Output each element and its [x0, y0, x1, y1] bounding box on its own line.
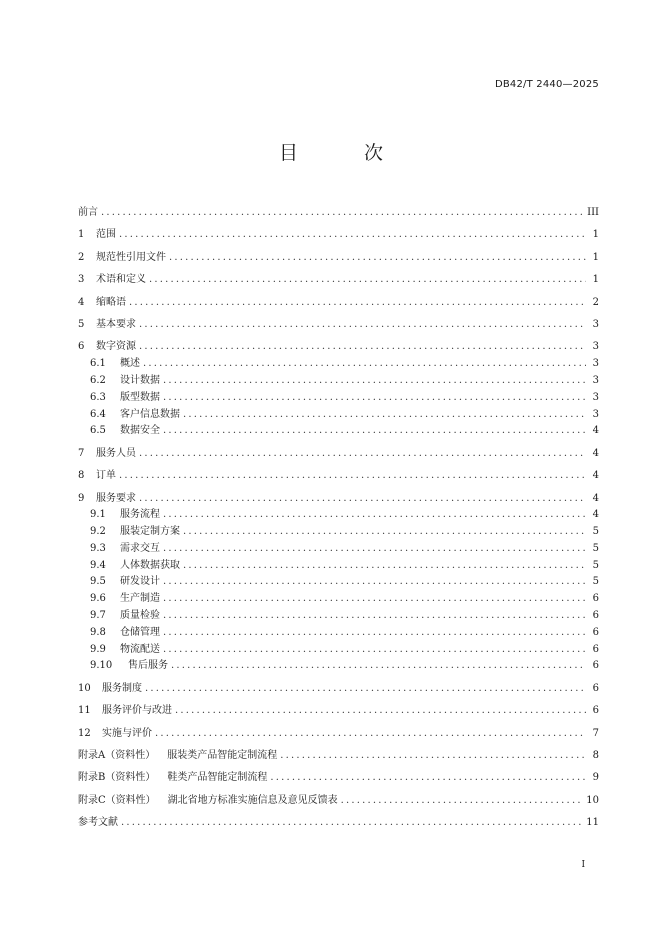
- toc-entry-label: 研发设计: [120, 576, 160, 588]
- toc-entry[interactable]: [78, 200, 599, 218]
- table-of-contents: [78, 200, 599, 828]
- toc-dot-leader: [163, 543, 586, 554]
- toc-dot-leader: [163, 509, 586, 520]
- toc-dot-leader: [139, 319, 586, 330]
- toc-entry-label: 人体数据获取: [120, 559, 180, 571]
- toc-dot-leader: [101, 207, 584, 218]
- toc-entry-page: 4: [592, 509, 599, 521]
- toc-entry[interactable]: [78, 571, 599, 588]
- toc-dot-leader: [129, 297, 586, 308]
- toc-entry-page: 7: [592, 727, 599, 739]
- toc-dot-leader: [121, 817, 583, 828]
- toc-entry-page: 6: [592, 610, 599, 622]
- toc-entry-label: 服务评价与改进: [102, 705, 172, 717]
- toc-entry-page: 3: [592, 391, 599, 403]
- toc-entry-page: 4: [592, 447, 599, 459]
- toc-entry-number: 4: [78, 296, 85, 308]
- toc-entry-page: 4: [592, 492, 599, 504]
- toc-entry[interactable]: [78, 806, 599, 828]
- toc-entry[interactable]: [78, 308, 599, 330]
- toc-entry-number: 6: [78, 341, 85, 353]
- toc-entry-label: 设计数据: [120, 374, 160, 386]
- toc-entry-page: 3: [592, 374, 599, 386]
- toc-dot-leader: [139, 341, 586, 352]
- toc-dot-leader: [163, 593, 586, 604]
- toc-entry-number: 11: [78, 705, 91, 717]
- toc-entry-page: 6: [592, 643, 599, 655]
- toc-entry-page: 3: [592, 408, 599, 420]
- toc-entry-page: 3: [592, 318, 599, 330]
- toc-entry-label: 实施与评价: [102, 727, 152, 739]
- toc-entry-label: 版型数据: [120, 391, 160, 403]
- toc-entry-page: 8: [592, 750, 599, 762]
- toc-dot-leader: [163, 627, 586, 638]
- toc-entry-number: 8: [78, 470, 85, 482]
- toc-dot-leader: [171, 660, 586, 671]
- toc-dot-leader: [183, 409, 586, 420]
- toc-entry[interactable]: [78, 587, 599, 604]
- toc-entry-label: 范围: [96, 229, 116, 241]
- toc-entry-number: 6.5: [90, 425, 106, 437]
- toc-entry-page: 4: [592, 425, 599, 437]
- toc-dot-leader: [163, 644, 586, 655]
- toc-entry[interactable]: [78, 671, 599, 693]
- toc-entry-number: 附录A（资料性）: [78, 750, 156, 762]
- toc-entry-number: 9.9: [90, 643, 106, 655]
- toc-entry-number: 2: [78, 251, 85, 263]
- toc-entry[interactable]: [78, 716, 599, 738]
- toc-entry-number: 7: [78, 447, 85, 459]
- toc-dot-leader: [163, 375, 586, 386]
- toc-entry[interactable]: [78, 263, 599, 285]
- toc-entry[interactable]: [78, 330, 599, 352]
- toc-entry-label: 参考文献: [78, 817, 118, 829]
- toc-entry-page: 6: [592, 660, 599, 672]
- toc-entry[interactable]: [78, 459, 599, 481]
- toc-dot-leader: [163, 425, 586, 436]
- toc-entry-number: 5: [78, 318, 85, 330]
- toc-dot-leader: [183, 526, 586, 537]
- toc-entry-number: 6.3: [90, 391, 106, 403]
- toc-entry-number: 9.7: [90, 610, 106, 622]
- toc-entry-page: 6: [592, 705, 599, 717]
- toc-entry-page: 5: [592, 559, 599, 571]
- toc-dot-leader: [163, 392, 586, 403]
- toc-dot-leader: [280, 750, 586, 761]
- toc-dot-leader: [270, 772, 586, 783]
- toc-entry[interactable]: [78, 621, 599, 638]
- toc-entry-page: 3: [592, 341, 599, 353]
- toc-entry-number: 9: [78, 492, 85, 504]
- toc-entry-page: 6: [592, 626, 599, 638]
- toc-entry-label: 质量检验: [120, 610, 160, 622]
- toc-entry[interactable]: [78, 240, 599, 262]
- toc-entry[interactable]: [78, 481, 599, 503]
- toc-entry[interactable]: [78, 537, 599, 554]
- toc-entry-page: 6: [592, 682, 599, 694]
- toc-entry-label: 基本要求: [96, 318, 136, 330]
- toc-entry-page: III: [587, 207, 599, 218]
- toc-dot-leader: [119, 229, 586, 240]
- toc-entry[interactable]: [78, 218, 599, 240]
- toc-entry-label: 售后服务: [128, 660, 168, 672]
- toc-entry-label: 生产制造: [120, 593, 160, 605]
- toc-entry-label: 需求交互: [120, 542, 160, 554]
- toc-entry[interactable]: [78, 638, 599, 655]
- toc-entry[interactable]: [78, 436, 599, 458]
- toc-entry-number: 9.10: [90, 660, 113, 672]
- toc-dot-leader: [163, 610, 586, 621]
- toc-entry-label: 订单: [96, 470, 116, 482]
- toc-entry-page: 1: [592, 274, 599, 286]
- toc-entry-page: 6: [592, 593, 599, 605]
- footer-page-number: I: [581, 860, 585, 870]
- toc-entry-label: 客户信息数据: [120, 408, 180, 420]
- toc-entry-label: 规范性引用文件: [96, 251, 166, 263]
- toc-entry-label: 服务要求: [96, 492, 136, 504]
- toc-dot-leader: [341, 795, 584, 806]
- toc-dot-leader: [139, 448, 586, 459]
- toc-entry[interactable]: [78, 694, 599, 716]
- toc-entry-label: 鞋类产品智能定制流程: [167, 772, 268, 784]
- toc-entry-number: 附录C（资料性）: [78, 794, 156, 806]
- toc-entry-number: 9.1: [90, 509, 106, 521]
- toc-entry[interactable]: [78, 369, 599, 386]
- toc-entry-label: 缩略语: [96, 296, 126, 308]
- toc-dot-leader: [163, 576, 586, 587]
- toc-entry-page: 2: [592, 296, 599, 308]
- toc-dot-leader: [149, 274, 586, 285]
- toc-entry[interactable]: [78, 285, 599, 307]
- toc-entry-number: 6.4: [90, 408, 106, 420]
- toc-entry-label: 数字资源: [96, 341, 136, 353]
- toc-entry-page: 5: [592, 526, 599, 538]
- toc-entry-number: 6.1: [90, 358, 106, 370]
- toc-entry-number: 9.4: [90, 559, 106, 571]
- toc-entry[interactable]: [78, 604, 599, 621]
- toc-entry[interactable]: [78, 554, 599, 571]
- toc-entry[interactable]: [78, 761, 599, 783]
- toc-entry-page: 10: [586, 794, 599, 806]
- toc-entry-label: 服务人员: [96, 447, 136, 459]
- toc-entry-page: 5: [592, 576, 599, 588]
- toc-entry[interactable]: [78, 403, 599, 420]
- toc-entry-number: 9.5: [90, 576, 106, 588]
- toc-entry-number: 9.6: [90, 593, 106, 605]
- toc-entry-number: 9.3: [90, 542, 106, 554]
- toc-entry-number: 1: [78, 229, 85, 241]
- toc-dot-leader: [119, 470, 586, 481]
- toc-entry-page: 11: [586, 817, 599, 829]
- toc-entry-label: 概述: [120, 358, 140, 370]
- toc-entry[interactable]: [78, 783, 599, 805]
- toc-dot-leader: [139, 493, 586, 504]
- toc-entry-page: 5: [592, 542, 599, 554]
- document-code: DB42/T 2440—2025: [494, 79, 599, 90]
- toc-dot-leader: [145, 683, 586, 694]
- toc-entry[interactable]: [78, 352, 599, 369]
- toc-entry-label: 服务制度: [102, 682, 142, 694]
- toc-entry-number: 附录B（资料性）: [78, 772, 156, 784]
- toc-entry-number: 10: [78, 682, 91, 694]
- toc-entry[interactable]: [78, 655, 599, 672]
- toc-entry-number: 9.8: [90, 626, 106, 638]
- toc-dot-leader: [169, 252, 586, 263]
- toc-entry-label: 前言: [78, 207, 98, 218]
- toc-entry-number: 12: [78, 727, 91, 739]
- toc-dot-leader: [183, 560, 586, 571]
- toc-entry[interactable]: [78, 420, 599, 437]
- toc-entry-number: 6.2: [90, 374, 106, 386]
- toc-dot-leader: [175, 705, 586, 716]
- toc-entry-label: 仓储管理: [120, 626, 160, 638]
- toc-entry-label: 服务流程: [120, 509, 160, 521]
- toc-entry[interactable]: [78, 739, 599, 761]
- toc-dot-leader: [143, 358, 586, 369]
- toc-entry-page: 3: [592, 358, 599, 370]
- toc-entry[interactable]: [78, 504, 599, 521]
- toc-entry-label: 数据安全: [120, 425, 160, 437]
- toc-entry-page: 1: [592, 229, 599, 241]
- toc-entry-label: 湖北省地方标准实施信息及意见反馈表: [167, 794, 338, 806]
- toc-entry-page: 1: [592, 251, 599, 263]
- toc-entry-label: 服装定制方案: [120, 526, 180, 538]
- toc-entry-label: 物流配送: [120, 643, 160, 655]
- toc-entry[interactable]: [78, 386, 599, 403]
- toc-dot-leader: [155, 728, 586, 739]
- toc-entry-number: 9.2: [90, 526, 106, 538]
- page-title: 目 次: [278, 142, 414, 164]
- toc-entry-label: 服装类产品智能定制流程: [167, 750, 278, 762]
- toc-entry-label: 术语和定义: [96, 274, 146, 286]
- toc-entry-page: 4: [592, 470, 599, 482]
- toc-entry-number: 3: [78, 274, 85, 286]
- toc-entry-page: 9: [592, 772, 599, 784]
- toc-entry[interactable]: [78, 520, 599, 537]
